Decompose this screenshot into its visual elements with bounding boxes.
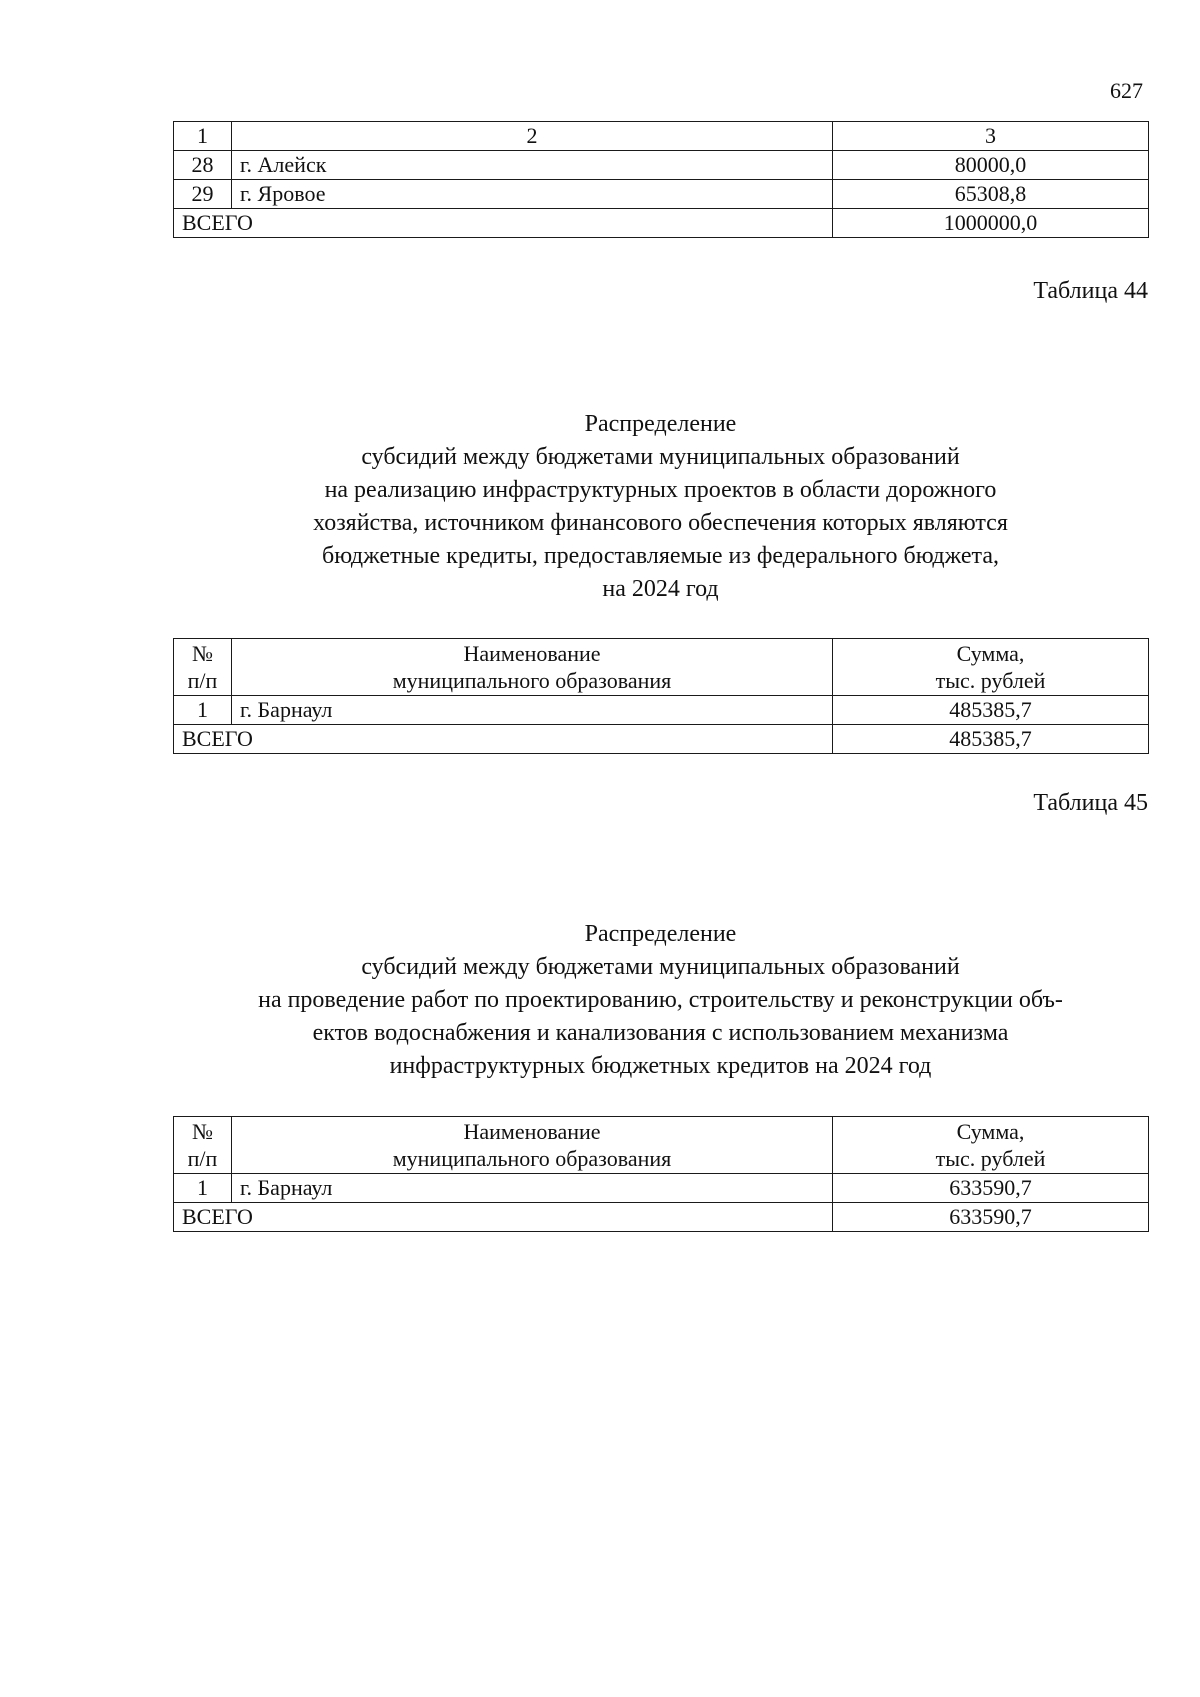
municipality-name: г. Барнаул [232,696,833,725]
heading-line: инфраструктурных бюджетных кредитов на 2024 год [389,1053,932,1079]
header-amount [833,1117,1149,1174]
header-text: Наименование [463,641,601,666]
heading-line: субсидий между бюджетами муниципальных образований [361,954,960,980]
amount: 485385,7 [833,696,1149,725]
heading-line: Распределение [584,921,737,947]
amount: 65308,8 [833,180,1149,209]
heading-line: ектов водоснабжения и канализования с использованием механизма [312,1020,1009,1046]
total-label: ВСЕГО [174,725,833,754]
table-header-row [174,1117,1149,1174]
header-cell: 3 [833,122,1149,151]
total-amount: 1000000,0 [833,209,1149,238]
heading-line: хозяйства, источником финансового обеспечения которых являются [313,510,1008,536]
continued-table [173,121,1149,238]
heading-line: на проведение работ по проектированию, строительству и реконструкции объ- [258,987,1063,1013]
table-header-row [174,639,1149,696]
heading-line: на 2024 год [602,576,719,602]
total-amount: 633590,7 [833,1203,1149,1232]
header-text: тыс. рублей [935,668,1046,693]
header-text: тыс. рублей [935,1146,1046,1171]
header-name [232,1117,833,1174]
heading-line: на реализацию инфраструктурных проектов в области дорожного [324,477,997,503]
table-45-heading [173,918,1148,1083]
table-44-heading [173,408,1148,606]
total-row [174,725,1149,754]
header-text: Наименование [463,1119,601,1144]
amount: 80000,0 [833,151,1149,180]
table-row [174,1174,1149,1203]
header-text: № [192,641,213,666]
header-number [174,639,232,696]
header-text: Сумма, [956,1119,1025,1144]
header-text: п/п [187,668,218,693]
heading-line: субсидий между бюджетами муниципальных образований [361,444,960,470]
header-text: Сумма, [956,641,1025,666]
header-text: муниципального образования [392,1146,672,1171]
municipality-name: г. Алейск [232,151,833,180]
table-header-row [174,122,1149,151]
header-number [174,1117,232,1174]
header-name [232,639,833,696]
header-text: № [192,1119,213,1144]
total-row [174,209,1149,238]
table-45-caption: Таблица 45 [1033,790,1148,816]
header-text: п/п [187,1146,218,1171]
header-text: муниципального образования [392,668,672,693]
total-row [174,1203,1149,1232]
row-number: 29 [174,180,232,209]
table-row [174,696,1149,725]
table-row [174,180,1149,209]
row-number: 1 [174,1174,232,1203]
page-number: 627 [1110,78,1143,103]
municipality-name: г. Барнаул [232,1174,833,1203]
header-cell: 1 [174,122,232,151]
table-45 [173,1116,1149,1232]
total-label: ВСЕГО [174,1203,833,1232]
total-amount: 485385,7 [833,725,1149,754]
municipality-name: г. Яровое [232,180,833,209]
total-label: ВСЕГО [174,209,833,238]
table-44-caption: Таблица 44 [1033,278,1148,304]
row-number: 28 [174,151,232,180]
amount: 633590,7 [833,1174,1149,1203]
header-cell: 2 [232,122,833,151]
header-amount [833,639,1149,696]
table-row [174,151,1149,180]
table-44 [173,638,1149,754]
heading-line: Распределение [584,411,737,437]
heading-line: бюджетные кредиты, предоставляемые из федерального бюджета, [322,543,999,569]
row-number: 1 [174,696,232,725]
